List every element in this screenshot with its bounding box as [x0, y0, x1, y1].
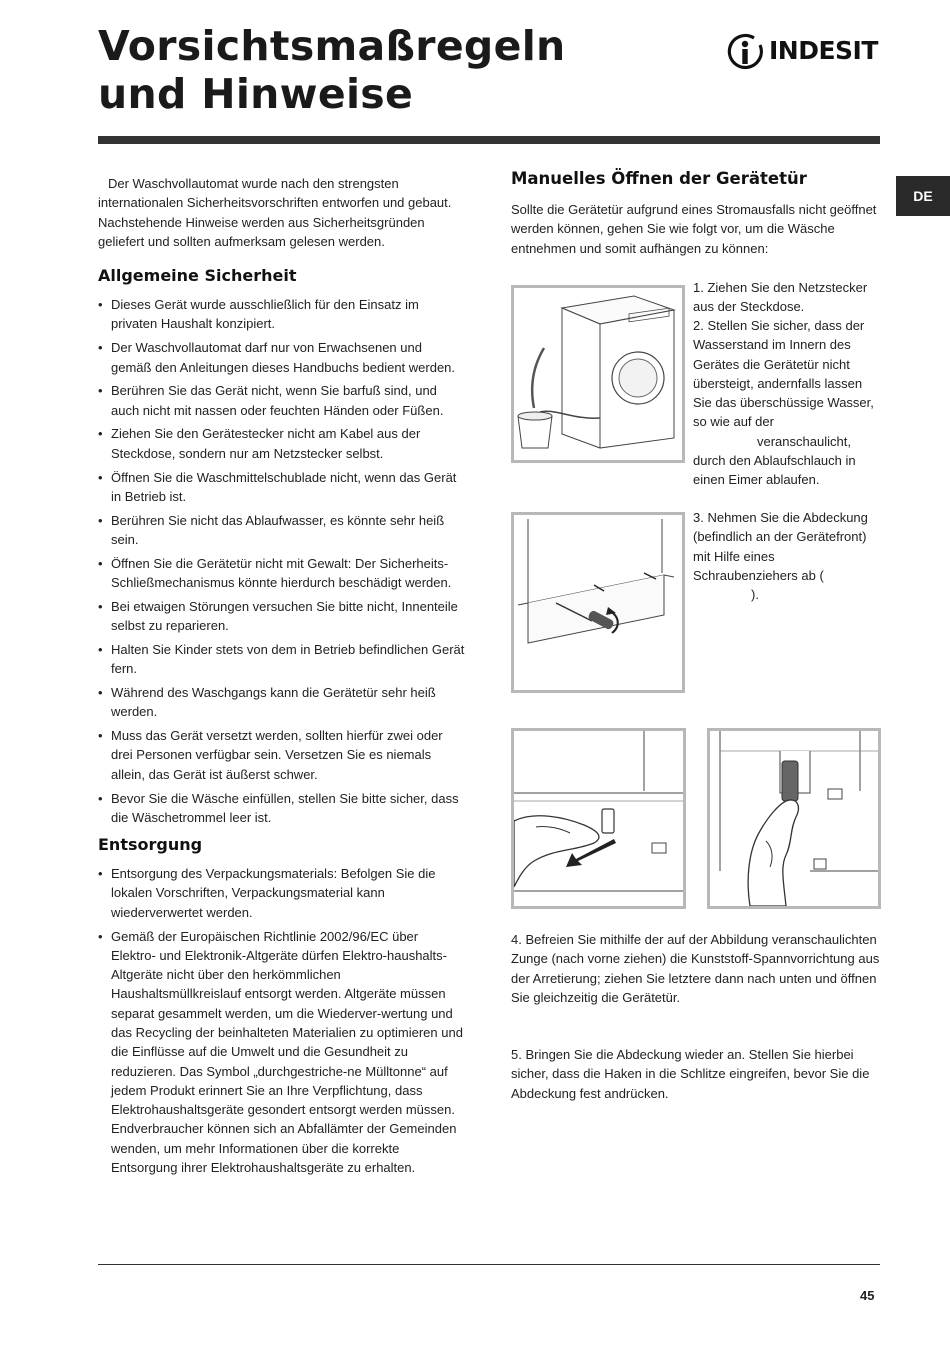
safety-list: [98, 295, 466, 827]
figure-pull-tongue: [511, 728, 686, 909]
list-item: • Halten Sie Kinder stets von dem in Betrieb befindlichen Gerät fern.: [98, 640, 466, 679]
list-item: • Der Waschvollautomat darf nur von Erwachsenen und gemäß den Anleitungen dieses Handbuchs bedient werden.: [98, 338, 466, 377]
cover-removal-illustration: [514, 515, 682, 690]
figure-push-down: [707, 728, 881, 909]
hand-pushing-clamp-illustration: [710, 731, 878, 906]
step-2: 2. Stellen Sie sicher, dass der Wasserstand im Innern des Gerätes die Gerätetür nicht übersteigt, andernfalls lassen Sie das überschüssige Wasser, so wie auf der veranschaulicht, durch den Ablaufschlauch in einen Eimer ablaufen.: [693, 318, 874, 488]
list-item: • Bei etwaigen Störungen versuchen Sie bitte nicht, Innenteile selbst zu reparieren.: [98, 597, 466, 636]
right-column: [511, 168, 881, 258]
page-number: 45: [860, 1288, 875, 1303]
logo-i-icon: [727, 33, 767, 73]
list-item: • Öffnen Sie die Gerätetür nicht mit Gewalt: Der Sicherheits-Schließmechanismus könnte hierdurch beschädigt werden.: [98, 554, 466, 593]
language-tab: DE: [896, 176, 950, 216]
list-item: • Dieses Gerät wurde ausschließlich für den Einsatz im privaten Haushalt konzipiert.: [98, 295, 466, 334]
step-4: 4. Befreien Sie mithilfe der auf der Abbildung veranschaulichten Zunge (nach vorne ziehen) die Kunststoff-Spannvorrichtung aus der Arretierung; ziehen Sie letztere dann nach unten und öffnen Sie gleichzeitig die Gerätetür.: [511, 932, 880, 1005]
list-item: • Berühren Sie nicht das Ablaufwasser, es könnte sehr heiß sein.: [98, 511, 466, 550]
intro-text: Der Waschvollautomat wurde nach den strengsten internationalen Sicherheitsvorschriften entworfen und gebaut. Nachstehende Hinweise werden aus Sicherheitsgründen geliefert und sollten aufmerksam gelesen werden.: [98, 176, 452, 249]
header-rule: [98, 136, 880, 144]
hand-pulling-tongue-illustration: [514, 731, 683, 906]
list-item: • Entsorgung des Verpackungsmaterials: Befolgen Sie die lokalen Vorschriften, Verpackungsmaterial kann wiederverwertet werden.: [98, 864, 466, 922]
step-1: 1. Ziehen Sie den Netzstecker aus der Steckdose.: [693, 280, 868, 315]
manual-door-intro: Sollte die Gerätetür aufgrund eines Stromausfalls nicht geöffnet werden können, gehen Sie wie folgt vor, um die Wäsche entnehmen und somit aufhängen zu können:: [511, 202, 877, 256]
disposal-list: [98, 864, 466, 1177]
step-5: 5. Bringen Sie die Abdeckung wieder an. Stellen Sie hierbei sicher, dass die Haken in die Schlitze eingreifen, bevor Sie die Abdeckung fest andrücken.: [511, 1047, 870, 1101]
section-heading-manual-door: Manuelles Öffnen der Gerätetür: [511, 169, 807, 188]
footer-rule: [98, 1264, 880, 1265]
section-heading-safety: Allgemeine Sicherheit: [98, 266, 297, 286]
figure-drain-bucket: [511, 285, 685, 463]
washing-machine-illustration: [514, 288, 682, 460]
page-title: Vorsichtsmaßregeln und Hinweise: [98, 22, 566, 118]
list-item: • Muss das Gerät versetzt werden, sollten hierfür zwei oder drei Personen verfügbar sein. Versetzen Sie es niemals allein, das Gerät ist äußerst schwer.: [98, 726, 466, 784]
list-item: • Berühren Sie das Gerät nicht, wenn Sie barfuß sind, und auch nicht mit nassen oder feuchten Händen oder Füßen.: [98, 381, 466, 420]
list-item: • Gemäß der Europäischen Richtlinie 2002/96/EC über Elektro- und Elektronik-Altgeräte dürfen Elektro-haushalts-Altgeräte nicht über den herkömmlichen Haushaltsmüllkreislauf entsorgt werden. Altgeräte müssen separat gesammelt werden, um die Wiederver-wertung und das Recycling der beinhalteten Materialien zu optimieren und die Einflüsse auf die Umwelt und die Gesundheit zu reduzieren. Das Symbol „durchgestriche-ne Mülltonne“ auf jedem Produkt erinnert Sie an Ihre Verpflichtung, dass Elektrohaushaltsgeräte gesondert entsorgt werden müssen. Endverbraucher können sich an Abfallämter der Gemeinden wenden, um mehr Informationen über die korrekte Entsorgung ihrer Elektrohaushaltsgeräte zu erhalten.: [98, 927, 466, 1178]
list-item: • Während des Waschgangs kann die Gerätetür sehr heiß werden.: [98, 683, 466, 722]
list-item: • Öffnen Sie die Waschmittelschublade nicht, wenn das Gerät in Betrieb ist.: [98, 468, 466, 507]
left-column: [98, 174, 466, 1182]
figure-remove-cover: [511, 512, 685, 693]
section-heading-disposal: Entsorgung: [98, 835, 203, 855]
brand-logo: INDESIT: [727, 33, 885, 73]
list-item: • Bevor Sie die Wäsche einfüllen, stellen Sie bitte sicher, dass die Wäschetrommel leer ist.: [98, 789, 466, 828]
step-3: 3. Nehmen Sie die Abdeckung (befindlich an der Gerätefront) mit Hilfe eines Schraubenziehers ab ( ).: [693, 510, 868, 603]
list-item: • Ziehen Sie den Gerätestecker nicht am Kabel aus der Steckdose, sondern nur am Netzstecker selbst.: [98, 424, 466, 463]
